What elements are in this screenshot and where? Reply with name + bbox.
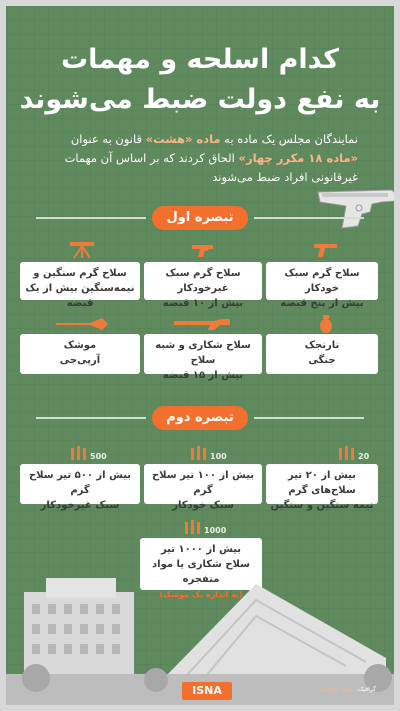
intro-part2: قانون به عنوان (70, 132, 146, 146)
pistol-illustration (312, 184, 394, 232)
card2-line2: بیش از ۱۰ قبضه (162, 298, 244, 309)
card8-line2: سبک خودکار (172, 500, 234, 511)
card-heavy-gun (20, 262, 140, 309)
title-line2: به نفع دولت ضبط می‌شوند (19, 84, 381, 115)
card1-line1: سلاح گرم سبک خودکار (284, 268, 360, 294)
infographic (6, 6, 394, 705)
card10-line1: بیش از ۱۰۰۰ تیر (160, 544, 242, 555)
intro-part3: الحاق کردند که بر اساس آن مهمات غیرقانونی افراد ضبط می‌شوند (64, 151, 358, 184)
card9-line2: سبک غیرخودکار (40, 500, 120, 511)
grenade-icon (310, 312, 342, 336)
card5-line2: بیش از ۱۵ قبضه (162, 370, 244, 381)
card-rocket (20, 334, 140, 374)
rocket-icon (54, 312, 110, 336)
card1-line2: بیش از پنج قبضه (280, 298, 364, 309)
card3-line1: سلاح گرم سنگین و (33, 268, 127, 279)
card5-line1: سلاح شکاری و شبه سلاح (155, 340, 251, 366)
count-500: 500 (90, 452, 107, 461)
section2-pill: تبصره دوم (152, 406, 248, 430)
heavy-gun-icon (66, 234, 98, 262)
bullets-icon (188, 442, 210, 462)
card-ammo-20 (266, 464, 378, 511)
graphic-credit (321, 686, 376, 693)
card8-line1: بیش از ۱۰۰ تیر سلاح گرم (151, 470, 255, 496)
card-auto-light-gun (266, 262, 378, 309)
isna-logo: ISNA (182, 682, 232, 700)
card7-line1: بیش از ۲۰ تیر سلاح‌های گرم (288, 470, 356, 496)
intro-text (46, 130, 358, 187)
card10-note: (به اندازه یک موشک) (159, 590, 243, 599)
revolver-icon (188, 238, 220, 262)
card7-line2: نیمه سنگین و سنگین (270, 500, 374, 511)
bullets-icon (68, 442, 90, 462)
card3-line2: نیمه‌سنگین بیش از یک قبضه (25, 283, 135, 309)
credit-label: گرافیک: (356, 686, 376, 693)
intro-highlight1: ماده «هشت» (145, 132, 221, 146)
bullets-icon (336, 442, 358, 462)
count-20: 20 (358, 452, 370, 461)
card-hunting-rifle (144, 334, 262, 381)
card-grenade (266, 334, 378, 374)
section1-pill: تبصره اول (152, 206, 248, 230)
rifle-icon (172, 312, 232, 336)
card-ammo-100 (144, 464, 262, 511)
credit-name: مهدی نوازنده (321, 686, 355, 693)
count-1000: 1000 (204, 526, 227, 535)
card6-line2: آرپی‌جی (59, 355, 101, 366)
card10-line2: سلاح شکاری یا مواد منفجره (152, 559, 250, 585)
intro-highlight2: «ماده ۱۸ مکرر چهار» (238, 151, 358, 165)
card9-line1: بیش از ۵۰۰ تیر سلاح گرم (28, 470, 132, 496)
card4-line2: جنگی (308, 355, 336, 366)
count-100: 100 (210, 452, 227, 461)
intro-part1: نمایندگان مجلس یک ماده به (220, 132, 358, 146)
title-line1: کدام اسلحه و مهمات (61, 44, 339, 75)
bullets-icon (182, 516, 204, 536)
pistol-icon (310, 238, 342, 262)
card-ammo-500 (20, 464, 140, 511)
card-nonauto-light-gun (144, 262, 262, 309)
card6-line1: موشک (63, 340, 97, 351)
card2-line1: سلاح گرم سبک غیرخودکار (165, 268, 241, 294)
card4-line1: نارنجک (304, 340, 340, 351)
